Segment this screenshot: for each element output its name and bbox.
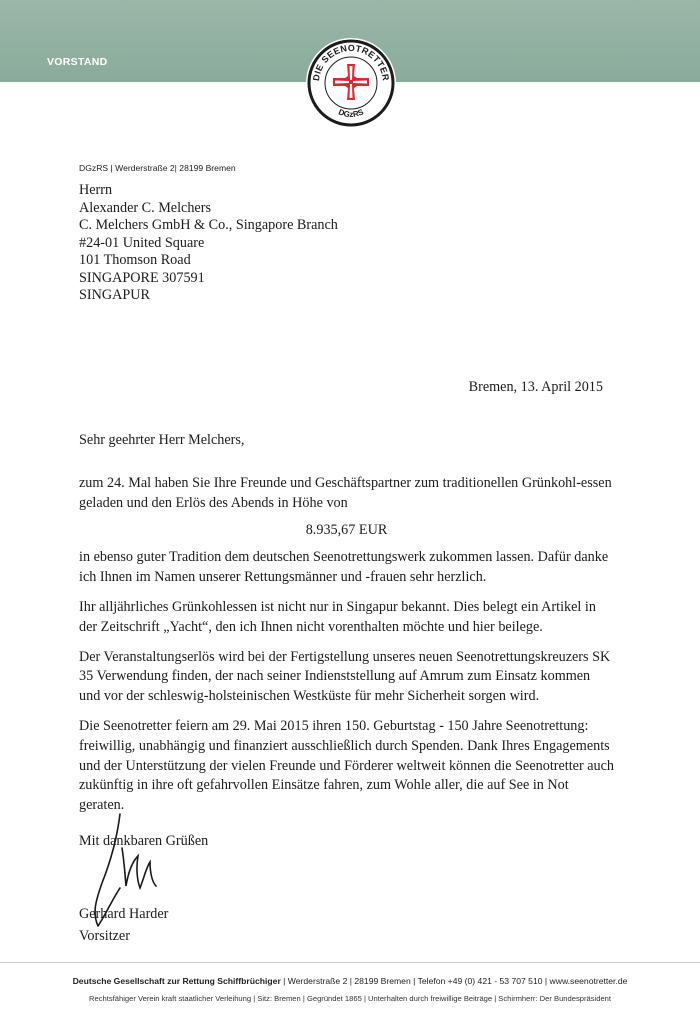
dgzrs-logo bbox=[305, 37, 397, 129]
donation-amount: 8.935,67 EUR bbox=[305, 521, 388, 538]
footer-divider bbox=[0, 962, 700, 963]
address-line: #24-01 United Square bbox=[79, 234, 205, 251]
sender-return-address: DGzRS | Werderstraße 2| 28199 Bremen bbox=[79, 163, 236, 173]
footer-contact-details: | Werderstraße 2 | 28199 Bremen | Telefon +49 (0) 421 - 53 707 510 | www.seenotretter.de bbox=[280, 976, 628, 986]
logo-bottom-text: DGzRS bbox=[337, 107, 365, 120]
letter-date: Bremen, 13. April 2015 bbox=[468, 379, 603, 395]
signer-title: Vorsitzer bbox=[79, 928, 130, 944]
body-paragraph: Ihr alljährliches Grünkohlessen ist nicht nur in Singapur bekannt. Dies belegt ein Artikel in der Zeitschrift „Yacht“, den ich Ihnen nicht vorenthalten möchte und hier beilege. bbox=[79, 598, 596, 635]
body-paragraph: zum 24. Mal haben Sie Ihre Freunde und Geschäftspartner zum traditionellen Grünkohl-essen geladen und den Erlös des Abends in Höhe von bbox=[79, 475, 612, 511]
letter-body bbox=[79, 474, 614, 826]
address-line: Alexander C. Melchers bbox=[79, 199, 211, 216]
address-line: 101 Thomson Road bbox=[79, 252, 191, 268]
body-paragraph: Die Seenotretter feiern am 29. Mai 2015 ihren 150. Geburtstag - 150 Jahre Seenotrettung: freiwillig, unabhängig und finanziert ausschließlich durch Spenden. Dank Ihres Engagements und der Unterstützung der vielen Freunde und Förderer weltweit können die Seenotretter auch zukünftig in ihre oft gefahrvollen Einsätze fahren, zum Wohle aller, die auf See in Not geraten. bbox=[79, 717, 615, 814]
address-line: Herrn bbox=[79, 182, 113, 198]
recipient-address bbox=[79, 182, 338, 305]
address-line: SINGAPUR bbox=[79, 287, 150, 303]
footer-legal-line: Rechtsfähiger Verein kraft staatlicher Verleihung | Sitz: Bremen | Gegründet 1865 | Unterhalten durch freiwillige Beiträge | Schirmherr: Der Bundespräsident bbox=[89, 994, 611, 1003]
footer-contact-line bbox=[0, 976, 700, 986]
closing: Mit dankbaren Grüßen bbox=[79, 833, 209, 849]
body-paragraph: in ebenso guter Tradition dem deutschen Seenotrettungswerk zukommen lassen. Dafür danke ich Ihnen im Namen unserer Rettungsmänner und -frauen sehr herzlich. bbox=[79, 549, 609, 586]
body-paragraph: Der Veranstaltungserlös wird bei der Fertigstellung unseres neuen Seenotrettungskreuzers SK 35 Verwendung finden, der nach seiner Indienststellung auf Amrum zum Einsatz kommen und vor der schleswig-holsteinischen Westküste für mehr Sicherheit sorgen wird. bbox=[79, 648, 611, 705]
signer-block bbox=[79, 903, 168, 947]
address-line: SINGAPORE 307591 bbox=[79, 269, 205, 286]
salutation: Sehr geehrter Herr Melchers, bbox=[79, 432, 245, 448]
footer-org-name: Deutsche Gesellschaft zur Rettung Schiffbrüchiger bbox=[72, 976, 281, 986]
header-label: VORSTAND bbox=[47, 56, 108, 68]
logo-top-text: DIE SEENOTRETTER bbox=[310, 42, 392, 82]
address-line: C. Melchers GmbH & Co., Singapore Branch bbox=[79, 217, 338, 233]
signer-name: Gerhard Harder bbox=[79, 906, 169, 922]
